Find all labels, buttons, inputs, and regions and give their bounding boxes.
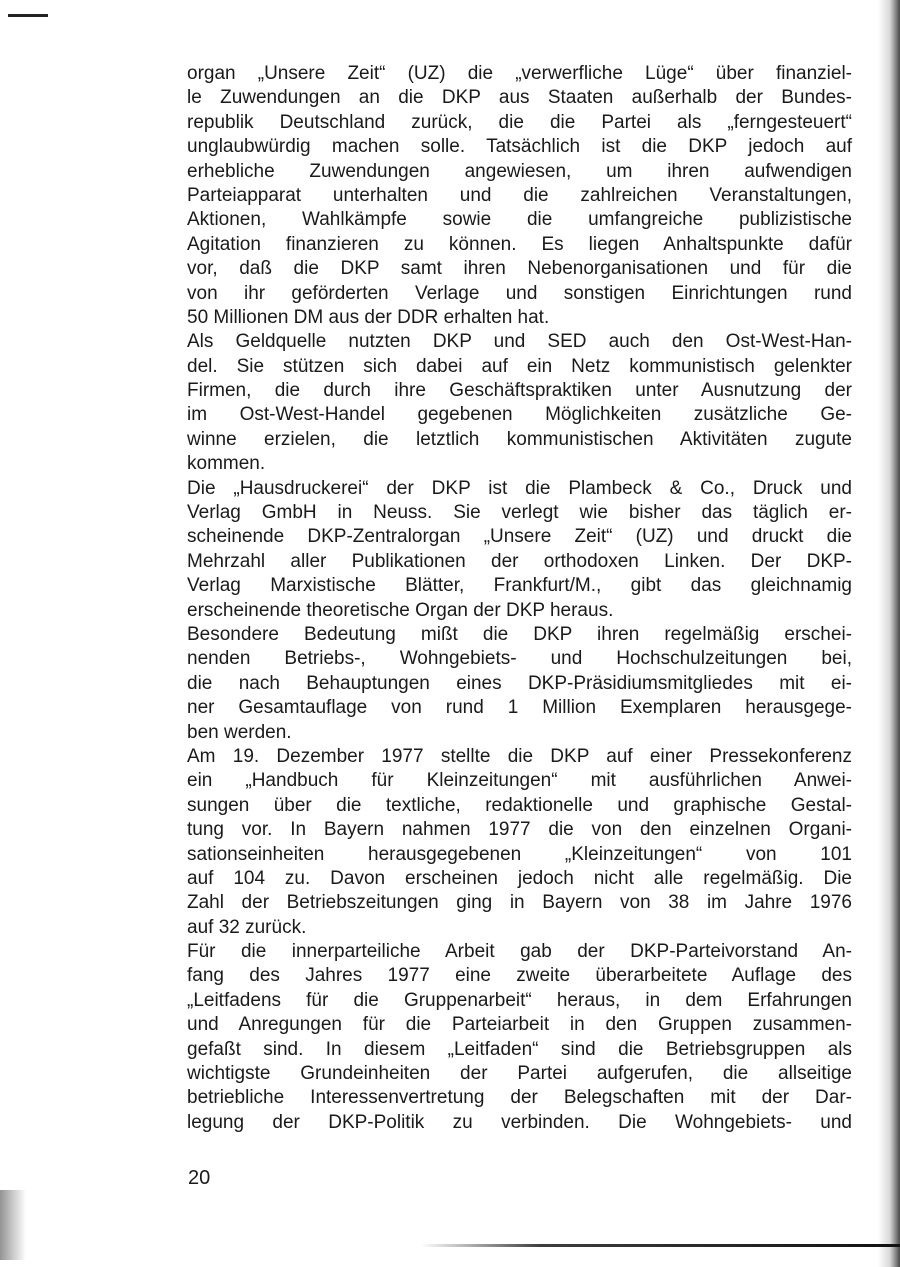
scan-left-edge-mark: [0, 1190, 26, 1260]
text-line: vor, daß die DKP samt ihren Nebenorganisationen und für die: [187, 258, 852, 280]
text-line: 50 Millionen DM aus der DDR erhalten hat.: [187, 306, 550, 328]
text-line: auf 32 zurück.: [187, 916, 307, 938]
scan-bottom-edge: [420, 1244, 900, 1247]
page-edge-shadow: [878, 0, 900, 1267]
scan-corner-mark: [8, 14, 48, 17]
text-line: kommen.: [187, 453, 266, 475]
text-line: sationseinheiten herausgegebenen „Kleinzeitungen“ von 101: [187, 843, 852, 865]
text-line: Aktionen, Wahlkämpfe sowie die umfangreiche publizistische: [187, 209, 852, 231]
text-line: winne erzielen, die letztlich kommunistischen Aktivitäten zugute: [187, 428, 852, 450]
text-line: Firmen, die durch ihre Geschäftspraktiken unter Ausnutzung der: [187, 380, 852, 402]
text-line: Für die innerparteiliche Arbeit gab der DKP-Parteivorstand An-: [187, 941, 852, 963]
text-line: erscheinende theoretische Organ der DKP heraus.: [187, 599, 614, 621]
text-line: Am 19. Dezember 1977 stellte die DKP auf einer Pressekonferenz: [187, 745, 852, 767]
text-line: wichtigste Grundeinheiten der Partei aufgerufen, die allseitige: [187, 1063, 852, 1085]
text-line: die nach Behauptungen eines DKP-Präsidiumsmitgliedes mit ei-: [187, 672, 852, 694]
text-line: im Ost-West-Handel gegebenen Möglichkeiten zusätzliche Ge-: [187, 404, 852, 426]
text-line: unglaubwürdig machen solle. Tatsächlich ist die DKP jedoch auf: [187, 136, 852, 158]
text-line: betriebliche Interessenvertretung der Belegschaften mit der Dar-: [187, 1087, 852, 1109]
text-line: sungen über die textliche, redaktionelle und graphische Gestal-: [187, 794, 852, 816]
text-line: Mehrzahl aller Publikationen der orthodoxen Linken. Der DKP-: [187, 550, 852, 572]
text-line: le Zuwendungen an die DKP aus Staaten außerhalb der Bundes-: [187, 87, 852, 109]
text-line: legung der DKP-Politik zu verbinden. Die Wohngebiets- und: [187, 1111, 852, 1133]
text-line: Verlag GmbH in Neuss. Sie verlegt wie bisher das täglich er-: [187, 502, 852, 524]
text-line: von ihr geförderten Verlage und sonstigen Einrichtungen rund: [187, 282, 852, 304]
body-text: [187, 62, 852, 1135]
text-line: gefaßt sind. In diesem „Leitfaden“ sind die Betriebsgruppen als: [187, 1038, 852, 1060]
text-line: ben werden.: [187, 721, 292, 743]
text-line: scheinende DKP-Zentralorgan „Unsere Zeit“ (UZ) und druckt die: [187, 526, 852, 548]
text-line: Zahl der Betriebszeitungen ging in Bayern von 38 im Jahre 1976: [187, 892, 852, 914]
text-line: Besondere Bedeutung mißt die DKP ihren regelmäßig erschei-: [187, 623, 852, 645]
text-line: auf 104 zu. Davon erscheinen jedoch nicht alle regelmäßig. Die: [187, 867, 852, 889]
text-line: Parteiapparat unterhalten und die zahlreichen Veranstaltungen,: [187, 184, 852, 206]
text-line: und Anregungen für die Parteiarbeit in den Gruppen zusammen-: [187, 1014, 852, 1036]
text-line: fang des Jahres 1977 eine zweite überarbeitete Auflage des: [187, 965, 852, 987]
text-line: republik Deutschland zurück, die die Partei als „ferngesteuert“: [187, 111, 852, 133]
text-line: erhebliche Zuwendungen angewiesen, um ihren aufwendigen: [187, 160, 852, 182]
text-line: Als Geldquelle nutzten DKP und SED auch den Ost-West-Han-: [187, 331, 852, 353]
text-line: Verlag Marxistische Blätter, Frankfurt/M., gibt das gleichnamig: [187, 575, 852, 597]
text-line: del. Sie stützen sich dabei auf ein Netz kommunistisch gelenkter: [187, 355, 852, 377]
text-line: nenden Betriebs-, Wohngebiets- und Hochschulzeitungen bei,: [187, 648, 852, 670]
text-line: ein „Handbuch für Kleinzeitungen“ mit ausführlichen Anwei-: [187, 770, 852, 792]
text-line: Die „Hausdruckerei“ der DKP ist die Plambeck & Co., Druck und: [187, 477, 852, 499]
text-line: Agitation finanzieren zu können. Es liegen Anhaltspunkte dafür: [187, 233, 852, 255]
page-number: 20: [188, 1167, 211, 1189]
text-line: „Leitfadens für die Gruppenarbeit“ heraus, in dem Erfahrungen: [187, 989, 852, 1011]
text-line: organ „Unsere Zeit“ (UZ) die „verwerfliche Lüge“ über finanziel-: [187, 63, 852, 84]
text-line: ner Gesamtauflage von rund 1 Million Exemplaren herausgege-: [187, 697, 852, 719]
text-line: tung vor. In Bayern nahmen 1977 die von den einzelnen Organi-: [187, 819, 852, 841]
